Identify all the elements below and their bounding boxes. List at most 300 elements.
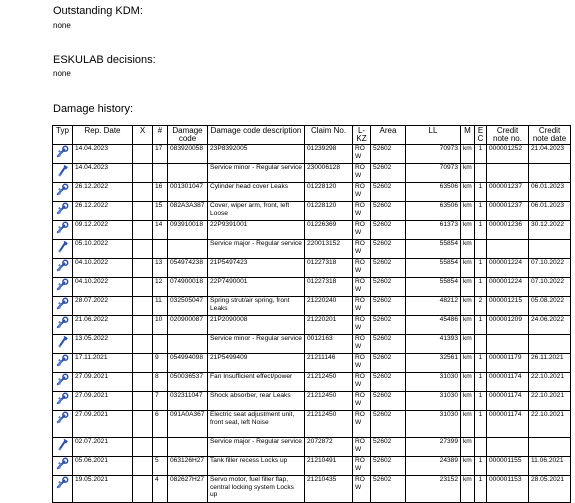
mileage-cell: 55854 [406,259,461,278]
credit-note-date-cell: 05.08.2022 [529,297,571,316]
area-cell: 52602 [371,476,406,503]
mileage-cell: 23152 [406,476,461,503]
damage-code-cell: 083920058 [168,145,208,164]
damage-history-heading: Damage history: [53,103,134,115]
rep-date-cell: 14.04.2023 [73,145,133,164]
damage-description-cell: Servo motor, fuel filler flap, central locking system Locks up [208,476,305,503]
table-header-row [53,126,571,145]
lkz-cell: RO W [353,278,371,297]
lkz-cell: RO W [353,335,371,354]
table-row[interactable] [53,411,571,438]
service-icon[interactable] [56,343,69,350]
credit-note-date-cell [529,335,571,354]
mileage-unit-cell: km [461,392,475,411]
table-row[interactable] [53,392,571,411]
claim-no-cell: 21220240 [305,297,353,316]
credit-note-date-cell: 07.10.2022 [529,259,571,278]
service-icon[interactable] [56,248,69,255]
damage-history-table [52,125,571,503]
lkz-cell: RO W [353,164,371,183]
credit-note-no-cell: 000001174 [487,373,529,392]
mileage-unit-cell: km [461,183,475,202]
table-row[interactable] [53,373,571,392]
damage-description-cell: Cylinder head cover Leaks [208,183,305,202]
table-row[interactable] [53,457,571,476]
x-flag-cell [133,373,153,392]
table-row[interactable] [53,354,571,373]
lkz-cell: RO W [353,183,371,202]
damage-description-cell: Electric seat adjustment unit, front seat, left Noise [208,411,305,438]
area-cell: 52602 [371,411,406,438]
x-flag-cell [133,457,153,476]
repair-icon[interactable] [56,267,69,274]
credit-note-no-cell: 000001209 [487,316,529,335]
table-row[interactable] [53,145,571,164]
type-cell [53,457,73,476]
lkz-cell: RO W [353,457,371,476]
mileage-cell: 55854 [406,278,461,297]
repair-icon[interactable] [56,400,69,407]
claim-no-cell: 21212450 [305,373,353,392]
credit-note-no-cell: 000001155 [487,457,529,476]
lkz-cell: RO W [353,354,371,373]
mileage-unit-cell: km [461,278,475,297]
table-row[interactable] [53,240,571,259]
ec-cell: 1 [475,202,487,221]
rep-date-cell: 05.06.2021 [73,457,133,476]
rep-date-cell: 28.07.2022 [73,297,133,316]
ec-cell [475,438,487,457]
credit-note-date-cell: 06.01.2023 [529,183,571,202]
rep-date-cell: 27.09.2021 [73,373,133,392]
col-header-rep-date: Rep. Date [73,126,133,145]
damage-description-cell: Cover, wiper arm, front, left Loose [208,202,305,221]
damage-code-cell: 082627H27 [168,476,208,503]
x-flag-cell [133,316,153,335]
damage-code-cell [168,240,208,259]
damage-code-cell: 054974238 [168,259,208,278]
col-header-ll: LL [406,126,461,145]
credit-note-date-cell: 21.04.2023 [529,145,571,164]
credit-note-no-cell: 000001224 [487,278,529,297]
credit-note-date-cell: 30.12.2022 [529,221,571,240]
outstanding-kdm-value: none [53,21,71,30]
table-row[interactable] [53,316,571,335]
damage-description-cell: Service major - Regular service [208,438,305,457]
type-cell [53,145,73,164]
rep-date-cell: 26.12.2022 [73,202,133,221]
x-flag-cell [133,297,153,316]
credit-note-date-cell: 22.10.2021 [529,392,571,411]
x-flag-cell [133,183,153,202]
damage-description-cell: Service minor - Regular service [208,164,305,183]
type-cell [53,183,73,202]
ec-cell [475,164,487,183]
repair-icon[interactable] [56,210,69,217]
repair-icon[interactable] [56,191,69,198]
area-cell: 52602 [371,278,406,297]
x-flag-cell [133,259,153,278]
rep-date-cell: 21.06.2022 [73,316,133,335]
damage-code-cell [168,164,208,183]
rep-date-cell: 19.05.2021 [73,476,133,503]
ec-cell: 1 [475,373,487,392]
mileage-unit-cell: km [461,411,475,438]
service-icon[interactable] [56,172,69,179]
rep-date-cell: 04.10.2022 [73,278,133,297]
type-cell [53,392,73,411]
type-cell [53,335,73,354]
mileage-cell: 70973 [406,145,461,164]
repair-icon[interactable] [56,484,69,491]
damage-code-cell: 082A3A387 [168,202,208,221]
lkz-cell: RO W [353,438,371,457]
type-cell [53,240,73,259]
damage-description-cell: Fan Insufficient effect/power [208,373,305,392]
mileage-cell: 48212 [406,297,461,316]
damage-code-cell: 050036537 [168,373,208,392]
mileage-unit-cell: km [461,240,475,259]
col-header-credit-note-date: Credit note date [529,126,571,145]
credit-note-no-cell: 000001174 [487,392,529,411]
col-header-credit-note-no: Credit note no. [487,126,529,145]
rep-date-cell: 04.10.2022 [73,259,133,278]
x-flag-cell [133,354,153,373]
col-header-lkz: L-KZ [353,126,371,145]
lkz-cell: RO W [353,316,371,335]
claim-no-cell: 220013152 [305,240,353,259]
row-number-cell: 7 [153,392,168,411]
row-number-cell: 11 [153,297,168,316]
credit-note-date-cell [529,164,571,183]
x-flag-cell [133,438,153,457]
ec-cell: 1 [475,183,487,202]
credit-note-no-cell [487,438,529,457]
repair-icon[interactable] [56,305,69,312]
claim-no-cell: 21212450 [305,411,353,438]
credit-note-no-cell: 000001252 [487,145,529,164]
damage-description-cell: Shock absorber, rear Leaks [208,392,305,411]
row-number-cell: 6 [153,411,168,438]
lkz-cell: RO W [353,240,371,259]
repair-icon[interactable] [56,286,69,293]
mileage-unit-cell: km [461,438,475,457]
x-flag-cell [133,202,153,221]
mileage-cell: 32561 [406,354,461,373]
mileage-cell: 31030 [406,373,461,392]
row-number-cell [153,164,168,183]
mileage-cell: 41393 [406,335,461,354]
mileage-cell: 55854 [406,240,461,259]
lkz-cell: RO W [353,392,371,411]
credit-note-date-cell: 22.10.2021 [529,373,571,392]
claim-no-cell: 21210435 [305,476,353,503]
mileage-unit-cell: km [461,259,475,278]
repair-icon[interactable] [56,381,69,388]
row-number-cell: 14 [153,221,168,240]
table-row[interactable] [53,335,571,354]
col-header-m: M [461,126,475,145]
x-flag-cell [133,278,153,297]
area-cell: 52602 [371,259,406,278]
type-cell [53,297,73,316]
ec-cell: 1 [475,278,487,297]
row-number-cell: 10 [153,316,168,335]
rep-date-cell: 27.09.2021 [73,411,133,438]
row-number-cell: 15 [153,202,168,221]
x-flag-cell [133,240,153,259]
area-cell: 52602 [371,145,406,164]
area-cell: 52602 [371,392,406,411]
lkz-cell: RO W [353,145,371,164]
mileage-unit-cell: km [461,202,475,221]
credit-note-date-cell: 11.06.2021 [529,457,571,476]
repair-icon[interactable] [56,419,69,426]
eskulab-decisions-value: none [53,69,71,78]
credit-note-no-cell: 000001215 [487,297,529,316]
claim-no-cell: 01228120 [305,202,353,221]
claim-no-cell: 01228120 [305,183,353,202]
rep-date-cell: 27.09.2021 [73,392,133,411]
row-number-cell: 12 [153,278,168,297]
ec-cell: 1 [475,221,487,240]
credit-note-date-cell: 22.10.2021 [529,411,571,438]
type-cell [53,411,73,438]
claim-no-cell: 21212450 [305,392,353,411]
damage-description-cell: 22P7490001 [208,278,305,297]
damage-description-cell: Spring strut/air spring, front Leaks [208,297,305,316]
table-row[interactable] [53,183,571,202]
outstanding-kdm-heading: Outstanding KDM: [53,5,143,17]
area-cell: 52602 [371,373,406,392]
col-header-x: X [133,126,153,145]
mileage-cell: 31030 [406,392,461,411]
credit-note-no-cell: 000001236 [487,221,529,240]
lkz-cell: RO W [353,411,371,438]
type-cell [53,438,73,457]
damage-description-cell: Service minor - Regular service [208,335,305,354]
rep-date-cell: 02.07.2021 [73,438,133,457]
col-header-ec: E C [475,126,487,145]
damage-code-cell [168,335,208,354]
row-number-cell [153,335,168,354]
x-flag-cell [133,335,153,354]
mileage-cell: 24389 [406,457,461,476]
row-number-cell: 13 [153,259,168,278]
ec-cell [475,335,487,354]
lkz-cell: RO W [353,476,371,503]
credit-note-no-cell: 000001153 [487,476,529,503]
claim-no-cell: 01227318 [305,278,353,297]
type-cell [53,259,73,278]
claim-no-cell: 2072872 [305,438,353,457]
type-cell [53,164,73,183]
damage-description-cell: Service major - Regular service [208,240,305,259]
damage-code-cell: 054994098 [168,354,208,373]
col-header-typ: Typ [53,126,73,145]
ec-cell [475,240,487,259]
repair-icon[interactable] [56,229,69,236]
area-cell: 52602 [371,221,406,240]
repair-icon[interactable] [56,362,69,369]
damage-description-cell: 21P2090008 [208,316,305,335]
credit-note-date-cell [529,438,571,457]
repair-icon[interactable] [56,465,69,472]
credit-note-date-cell: 26.11.2021 [529,354,571,373]
col-header-area: Area [371,126,406,145]
area-cell: 52602 [371,316,406,335]
mileage-unit-cell: km [461,335,475,354]
area-cell: 52602 [371,202,406,221]
x-flag-cell [133,411,153,438]
col-header-number: # [153,126,168,145]
claim-no-cell: 21211146 [305,354,353,373]
eskulab-decisions-heading: ESKULAB decisions: [53,54,156,66]
lkz-cell: RO W [353,373,371,392]
lkz-cell: RO W [353,297,371,316]
damage-code-cell: 032505047 [168,297,208,316]
damage-code-cell: 001301047 [168,183,208,202]
area-cell: 52602 [371,457,406,476]
ec-cell: 1 [475,145,487,164]
damage-code-cell: 063126H27 [168,457,208,476]
table-row[interactable] [53,278,571,297]
credit-note-date-cell: 24.06.2022 [529,316,571,335]
mileage-unit-cell: km [461,476,475,503]
area-cell: 52602 [371,240,406,259]
ec-cell: 2 [475,297,487,316]
ec-cell: 1 [475,392,487,411]
rep-date-cell: 26.12.2022 [73,183,133,202]
repair-icon[interactable] [56,324,69,331]
type-cell [53,354,73,373]
damage-code-cell: 093910018 [168,221,208,240]
type-cell [53,221,73,240]
row-number-cell [153,240,168,259]
lkz-cell: RO W [353,202,371,221]
table-row[interactable] [53,438,571,457]
repair-icon[interactable] [56,153,69,160]
mileage-unit-cell: km [461,221,475,240]
credit-note-no-cell: 000001179 [487,354,529,373]
row-number-cell: 9 [153,354,168,373]
col-header-damage-code: Damage code [168,126,208,145]
row-number-cell: 8 [153,373,168,392]
credit-note-date-cell: 06.01.2023 [529,202,571,221]
credit-note-no-cell: 000001224 [487,259,529,278]
type-cell [53,373,73,392]
row-number-cell: 17 [153,145,168,164]
ec-cell: 1 [475,476,487,503]
credit-note-date-cell [529,240,571,259]
credit-note-no-cell: 000001237 [487,202,529,221]
col-header-description: Damage code description [208,126,305,145]
claim-no-cell: 21220201 [305,316,353,335]
ec-cell: 1 [475,259,487,278]
rep-date-cell: 17.11.2021 [73,354,133,373]
damage-description-cell: 22P9391001 [208,221,305,240]
ec-cell: 1 [475,316,487,335]
damage-description-cell: 23P8392005 [208,145,305,164]
lkz-cell: RO W [353,259,371,278]
damage-code-cell: 032311047 [168,392,208,411]
x-flag-cell [133,164,153,183]
mileage-cell: 70973 [406,164,461,183]
mileage-cell: 27399 [406,438,461,457]
table-row[interactable] [53,164,571,183]
area-cell: 52602 [371,438,406,457]
claim-no-cell: 230006128 [305,164,353,183]
mileage-unit-cell: km [461,297,475,316]
table-row[interactable] [53,259,571,278]
credit-note-no-cell [487,240,529,259]
row-number-cell: 16 [153,183,168,202]
ec-cell: 1 [475,354,487,373]
credit-note-no-cell: 000001237 [487,183,529,202]
credit-note-date-cell: 07.10.2022 [529,278,571,297]
ec-cell: 1 [475,411,487,438]
type-cell [53,202,73,221]
credit-note-date-cell: 28.05.2021 [529,476,571,503]
area-cell: 52602 [371,164,406,183]
mileage-unit-cell: km [461,164,475,183]
rep-date-cell: 13.05.2022 [73,335,133,354]
claim-no-cell: 0012163 [305,335,353,354]
mileage-cell: 61373 [406,221,461,240]
claim-no-cell: 01226369 [305,221,353,240]
rep-date-cell: 09.12.2022 [73,221,133,240]
mileage-unit-cell: km [461,354,475,373]
table-row[interactable] [53,221,571,240]
credit-note-no-cell [487,164,529,183]
ec-cell: 1 [475,457,487,476]
damage-code-cell: 091A0A367 [168,411,208,438]
col-header-claim-no: Claim No. [305,126,353,145]
claim-no-cell: 01227318 [305,259,353,278]
service-icon[interactable] [56,446,69,453]
table-row[interactable] [53,202,571,221]
mileage-cell: 63506 [406,202,461,221]
x-flag-cell [133,392,153,411]
type-cell [53,316,73,335]
type-cell [53,278,73,297]
credit-note-no-cell [487,335,529,354]
x-flag-cell [133,145,153,164]
damage-description-cell: 21P5499409 [208,354,305,373]
mileage-unit-cell: km [461,373,475,392]
damage-code-cell [168,438,208,457]
row-number-cell: 4 [153,476,168,503]
damage-description-cell: Tank filler recess Locks up [208,457,305,476]
table-row[interactable] [53,297,571,316]
damage-description-cell: 21P5497423 [208,259,305,278]
claim-no-cell: 21210491 [305,457,353,476]
area-cell: 52602 [371,183,406,202]
area-cell: 52602 [371,297,406,316]
damage-code-cell: 074900018 [168,278,208,297]
row-number-cell: 5 [153,457,168,476]
lkz-cell: RO W [353,221,371,240]
credit-note-no-cell: 000001174 [487,411,529,438]
mileage-unit-cell: km [461,316,475,335]
mileage-unit-cell: km [461,145,475,164]
area-cell: 52602 [371,335,406,354]
mileage-cell: 63506 [406,183,461,202]
rep-date-cell: 05.10.2022 [73,240,133,259]
row-number-cell [153,438,168,457]
claim-no-cell: 01239298 [305,145,353,164]
damage-code-cell: 020900087 [168,316,208,335]
